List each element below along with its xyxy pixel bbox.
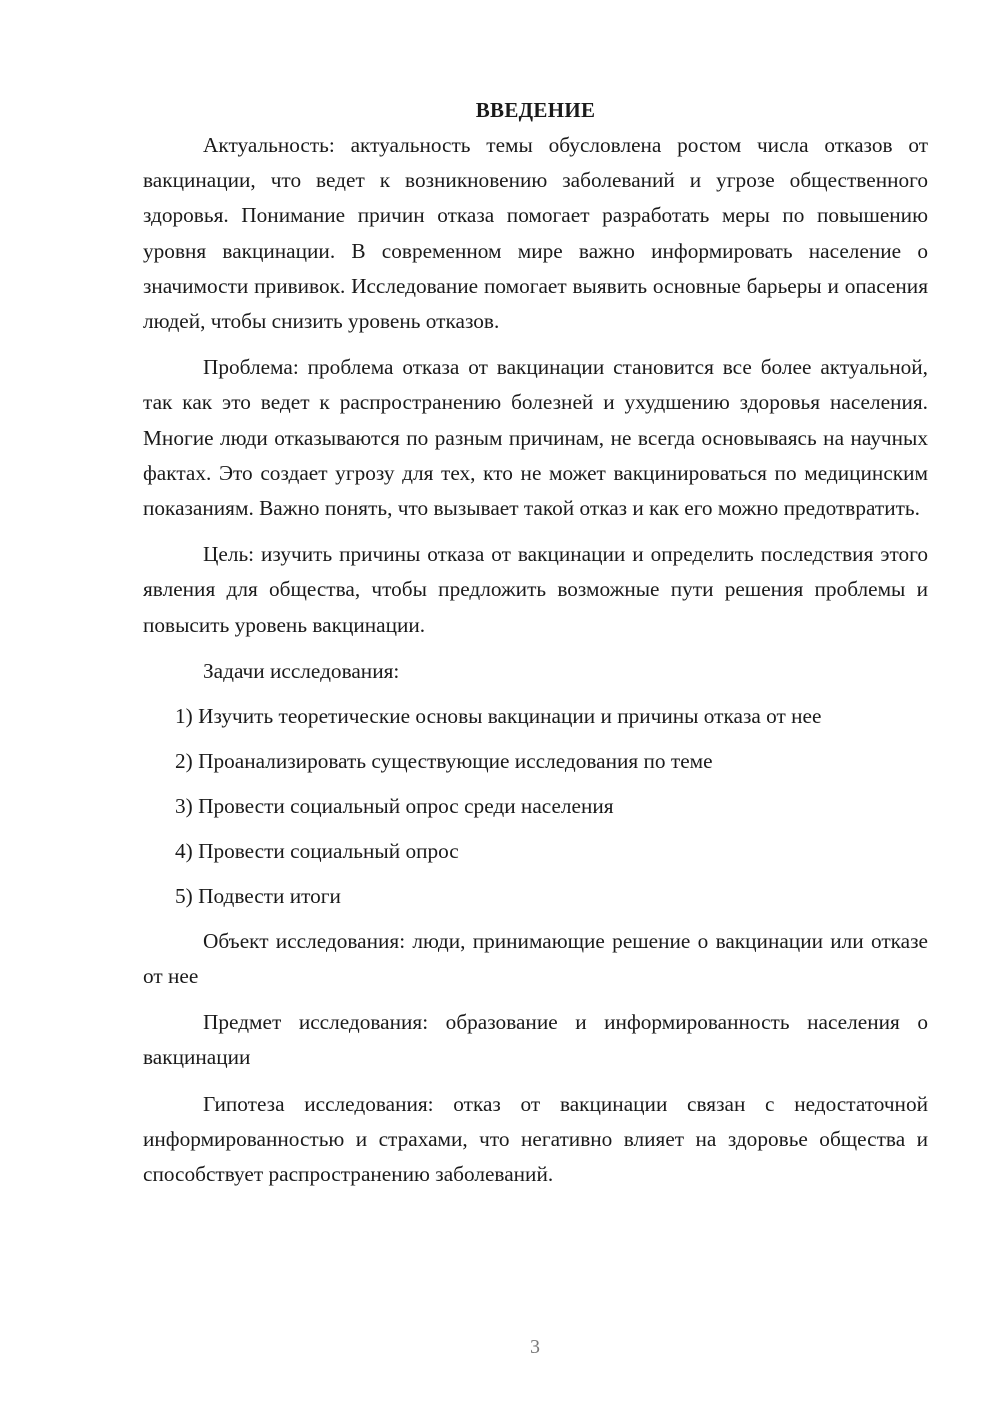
paragraph-problem: Проблема: проблема отказа от вакцинации становится все более актуальной, так как это ведет к распространению болезней и ухудшению здоровья населения. Многие люди отказываются по разным причинам, не всегда основываясь на научных фактах. Это создает угрозу для тех, кто не может вакцинироваться по медицинским показаниям. Важно понять, что вызывает такой отказ и как его можно предотвратить.	[143, 355, 928, 521]
list-item: 5) Подвести итоги	[175, 883, 341, 908]
document-page	[143, 94, 928, 1192]
page-number: 3	[530, 1336, 540, 1358]
paragraph-subject: Предмет исследования: образование и информированность населения о вакцинации	[143, 1010, 928, 1070]
paragraph-goal: Цель: изучить причины отказа от вакцинации и определить последствия этого явления для общества, чтобы предложить возможные пути решения проблемы и повысить уровень вакцинации.	[143, 542, 928, 637]
list-item: 3) Провести социальный опрос среди населения	[175, 793, 614, 818]
tasks-list	[143, 699, 928, 914]
paragraph-object: Объект исследования: люди, принимающие решение о вакцинации или отказе от нее	[143, 928, 928, 989]
tasks-heading: Задачи исследования:	[203, 658, 400, 683]
list-item: 2) Проанализировать существующие исследования по теме	[175, 748, 713, 773]
paragraph-relevance: Актуальность: актуальность темы обусловлена ростом числа отказов от вакцинации, что ведет к возникновению заболеваний и угрозе общественного здоровья. Понимание причин отказа помогает разработать меры по повышению уровня вакцинации. В современном мире важно информировать население о значимости прививок. Исследование помогает выявить основные барьеры и опасения людей, чтобы снизить уровень отказов.	[143, 133, 928, 334]
paragraph-hypothesis: Гипотеза исследования: отказ от вакцинации связан с недостаточной информированностью и страхами, что негативно влияет на здоровье общества и способствует распространению заболеваний.	[143, 1091, 928, 1187]
list-item: 1) Изучить теоретические основы вакцинации и причины отказа от нее	[175, 703, 822, 728]
list-item: 4) Провести социальный опрос	[175, 838, 459, 863]
page-title: ВВЕДЕНИЕ	[475, 98, 596, 122]
